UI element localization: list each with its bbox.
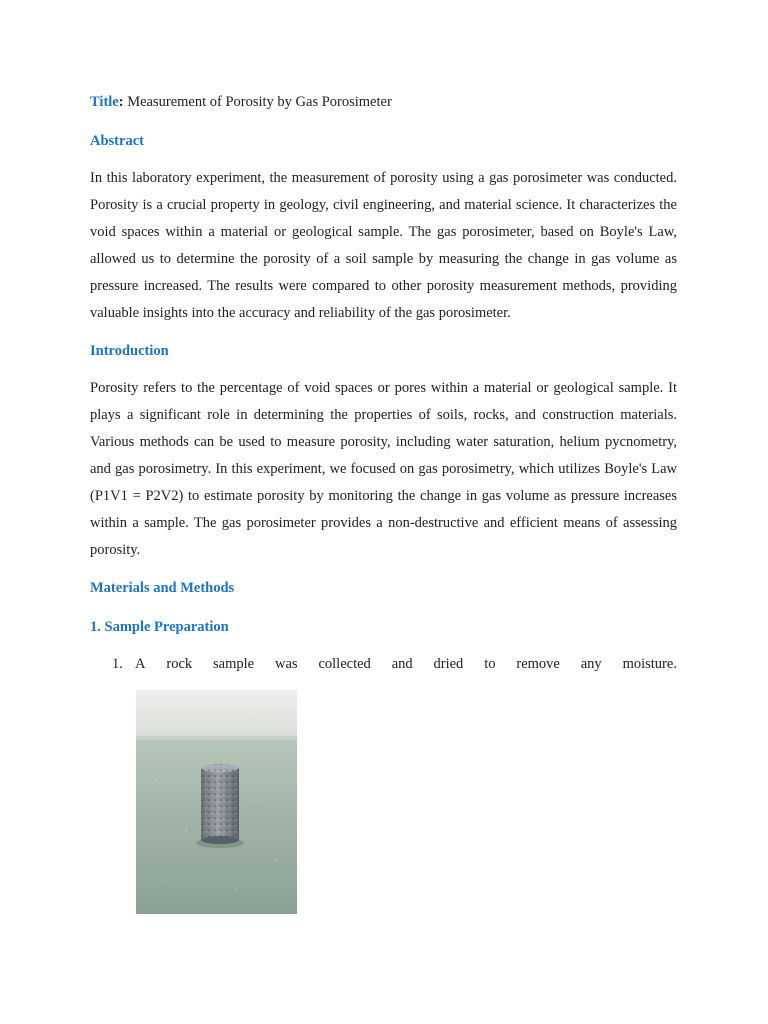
word: to (484, 656, 496, 672)
introduction-heading: Introduction (90, 343, 169, 359)
word: and (391, 656, 413, 672)
word: any (580, 656, 602, 672)
word: was (275, 656, 298, 672)
abstract-heading: Abstract (90, 133, 144, 149)
introduction-body: Porosity refers to the percentage of void spaces or pores within a material or geological sample. It plays a significant role in determining the properties of soils, rocks, and construction materials. Various methods can be used to measure porosity, including water saturation, helium pycnometry, and gas porosimetry. In this experiment, we focused on gas porosimetry, which utilizes Boyle's Law (P1V1 = P2V2) to estimate porosity by monitoring the change in gas volume as pressure increases within a sample. The gas porosimeter provides a non-destructive and efficient means of assessing porosity. (90, 380, 677, 558)
word: sample (213, 656, 255, 672)
list-item (90, 651, 677, 678)
word: collected (318, 656, 371, 672)
title-text: Measurement of Porosity by Gas Porosimeter (123, 94, 392, 110)
word: dried (433, 656, 464, 672)
rock-sample-photo (136, 690, 297, 914)
list-item-text (135, 651, 677, 678)
document-title (90, 92, 677, 112)
materials-heading: Materials and Methods (90, 580, 235, 596)
word: rock (166, 656, 193, 672)
word: remove (516, 656, 560, 672)
word: A (135, 656, 146, 672)
word: moisture. (622, 656, 677, 672)
list-number: 1. (112, 656, 123, 672)
sample-preparation-heading: 1. Sample Preparation (90, 619, 229, 635)
abstract-body: In this laboratory experiment, the measurement of porosity using a gas porosimeter was conducted. Porosity is a crucial property in geology, civil engineering, and material science. It characterizes the void spaces within a material or geological sample. The gas porosimeter, based on Boyle's Law, allowed us to determine the porosity of a soil sample by measuring the change in gas volume as pressure increased. The results were compared to other porosity measurement methods, providing valuable insights into the accuracy and reliability of the gas porosimeter. (90, 170, 677, 321)
title-label: Title (90, 94, 119, 110)
title-colon: : (118, 94, 124, 110)
document-page (90, 92, 677, 678)
